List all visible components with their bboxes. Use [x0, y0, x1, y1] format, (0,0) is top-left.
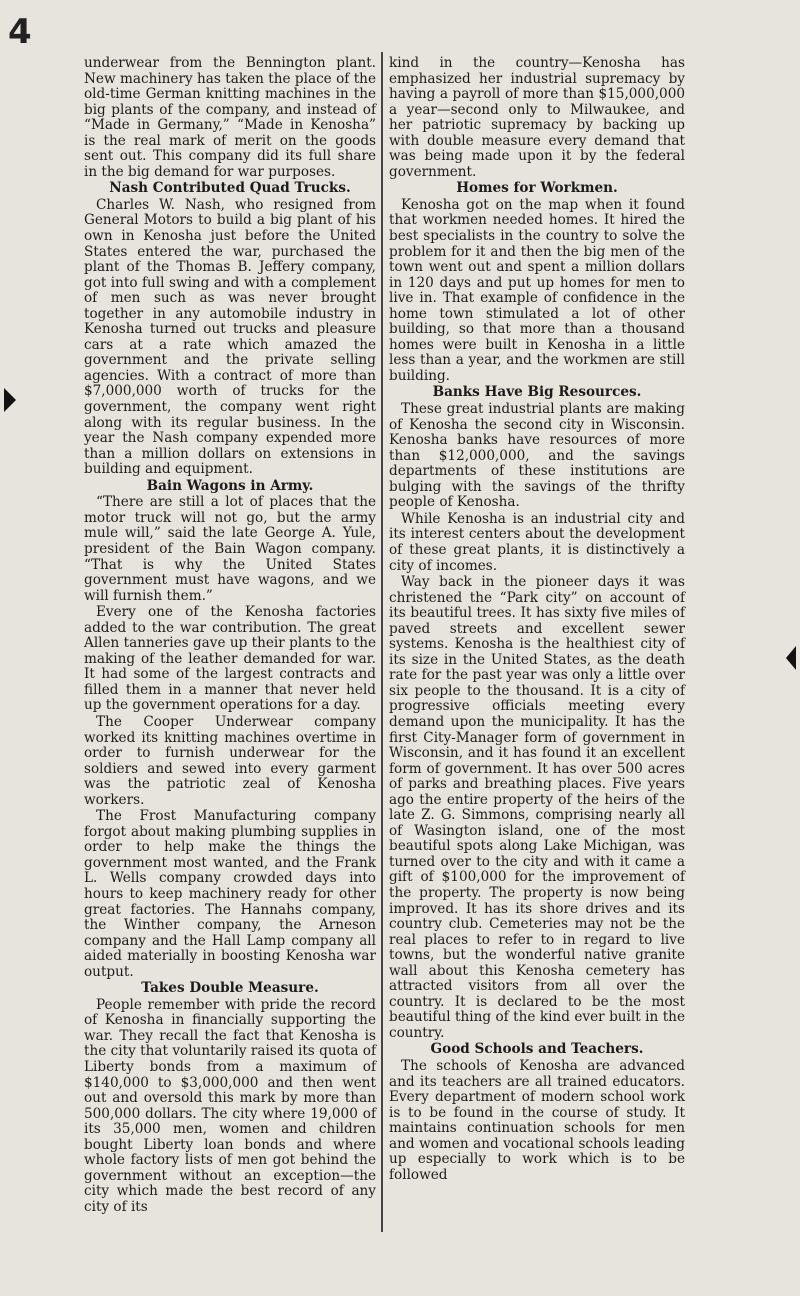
column-rule	[381, 52, 383, 1232]
paragraph: The schools of Kenosha are advanced and its teachers are all trained educators. Every department of modern school work is to be found in the course of study. It maintains continuation schools for men and women and vocational schools leading up especially to work which is to be followed	[389, 1058, 685, 1183]
paragraph: underwear from the Bennington plant. New machinery has taken the place of the old-time German knitting machines in the big plants of the company, and instead of “Made in Germany,” “Made in Kenosha” is the real mark of merit on the goods sent out. This company did its full share in the big demand for war purposes.	[84, 55, 376, 180]
paragraph: The Cooper Underwear company worked its knitting machines overtime in order to furnish underwear for the soldiers and sewed into every garment was the patriotic zeal of Kenosha workers.	[84, 713, 376, 808]
section-heading: Bain Wagons in Army.	[146, 477, 314, 494]
paragraph: Charles W. Nash, who resigned from General Motors to build a big plant of his own in Kenosha just before the United States entered the war, purchased the plant of the Thomas B. Jeffery company, got into full swing and with a complement of men such as was never brought together in any automobile industry in Kenosha turned out trucks and pleasure cars at a rate which amazed the government and the private selling agencies. With a contract of more than $7,000,000 worth of trucks for the government, the company went right along with its regular business. In the year the Nash company expended more than a million dollars on extensions in building and equipment.	[84, 196, 376, 478]
paragraph: kind in the country—Kenosha has emphasized her industrial supremacy by having a payroll of more than $15,000,000 a year—second only to Milwaukee, and her patriotic supremacy by backing up with double measure every demand that was being made upon it by the federal government.	[389, 55, 685, 180]
paragraph: People remember with pride the record of Kenosha in financially supporting the war. They recall the fact that Kenosha is the city that voluntarily raised its quota of Liberty bonds from a maximum of $140,000 to $3,000,000 and then went out and oversold this mark by more than 500,000 dollars. The city where 19,000 of its 35,000 men, women and children bought Liberty loan bonds and where whole factory lists of men got behind the government without an exception—the city which made the best record of any city of its	[84, 996, 376, 1215]
section-heading: Takes Double Measure.	[141, 980, 319, 997]
paragraph: Way back in the pioneer days it was christened the “Park city” on account of its beautiful trees. It has sixty five miles of paved streets and excellent sewer systems. Kenosha is the healthiest city of its size in the United States, as the death rate for the past year was only a little over six people to the thousand. It is a city of progressive officials meeting every demand upon the municipality. It has the first City-Manager form of government in Wisconsin, and it has found it an excellent form of government. It has over 500 acres of parks and breathing places. Five years ago the entire property of the heirs of the late Z. G. Simmons, comprising nearly all of Wasington island, one of the most beautiful spots along Lake Michigan, was turned over to the city and with it came a gift of $100,000 for the improvement of the property. The property is now being improved. It has its shore drives and its country club. Cemeteries may not be the real places to refer to in regard to live towns, but the wonderful native granite wall about this Kenosha cemetery has attracted visitors from all over the country. It is declared to be the most beautiful thing of the kind ever built in the country.	[389, 574, 685, 1041]
left-column	[84, 56, 376, 1216]
paragraph: While Kenosha is an industrial city and its interest centers about the development of these great plants, it is distinctively a city of incomes.	[389, 510, 685, 574]
section-heading: Banks Have Big Resources.	[432, 384, 642, 401]
paragraph: Every one of the Kenosha factories added to the war contribution. The great Allen tanneries gave up their plants to the making of the leather demanded for war. It had some of the largest contracts and filled them in a manner that never held up the government operations for a day.	[84, 604, 376, 714]
paragraph: These great industrial plants are making of Kenosha the second city in Wisconsin. Kenosha banks have resources of more than $12,000,000, and the savings departments of these institutions are bulging with the savings of the thrifty people of Kenosha.	[389, 401, 685, 511]
paragraph: Kenosha got on the map when it found that workmen needed homes. It hired the best specialists in the country to solve the problem for it and then the big men of the town went out and spent a million dollars in 120 days and put up homes for men to live in. That example of confidence in the home town stimulated a lot of other building, so that more than a thousand homes were built in Kenosha in a little less than a year, and the workmen are still building.	[389, 196, 685, 384]
left-margin-arrow-icon	[4, 388, 16, 412]
page-number: 4	[8, 12, 32, 52]
section-heading: Good Schools and Teachers.	[430, 1041, 644, 1058]
right-column	[389, 56, 685, 1184]
paragraph: “There are still a lot of places that the motor truck will not go, but the army mule will,” said the late George A. Yule, president of the Bain Wagon company. “That is why the United States government must have wagons, and we will furnish them.”	[84, 494, 376, 604]
section-heading: Homes for Workmen.	[456, 180, 618, 197]
paragraph: The Frost Manufacturing company forgot about making plumbing supplies in order to help make the things the government most wanted, and the Frank L. Wells company crowded days into hours to keep machinery ready for other great factories. The Hannahs company, the Winther company, the Arneson company and the Hall Lamp company all aided materially in boosting Kenosha war output.	[84, 808, 376, 980]
section-heading: Nash Contributed Quad Trucks.	[109, 180, 351, 197]
right-margin-arrow-icon	[786, 646, 796, 670]
